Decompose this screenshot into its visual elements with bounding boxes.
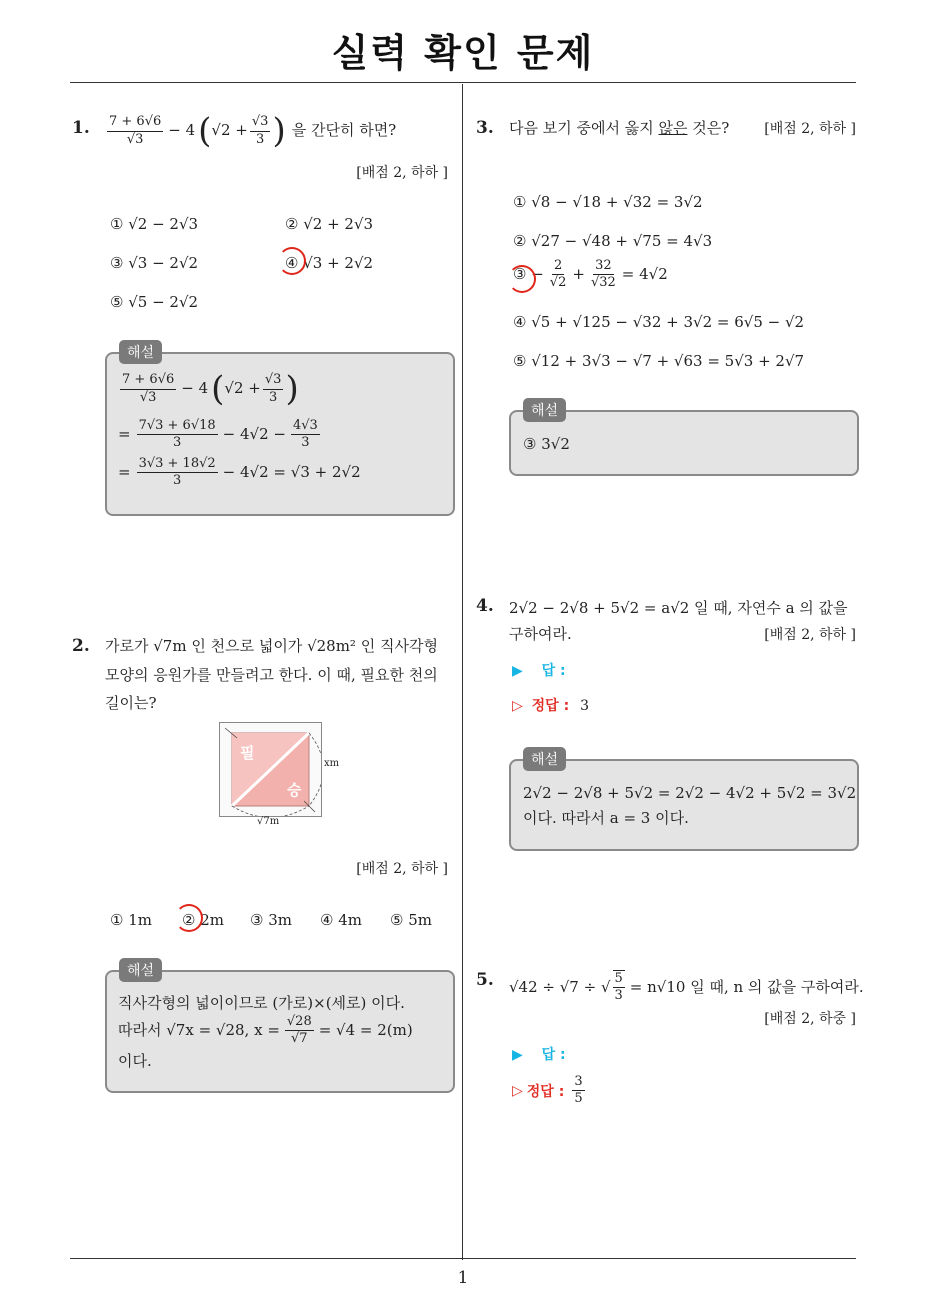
answer-arrow-icon: ▶ (512, 1047, 523, 1063)
footer-rule (70, 1258, 856, 1259)
q3-choice-2[interactable]: ② √27 − √48 + √75 = 4√3 (513, 232, 713, 250)
page-title: 실력 확인 문제 (331, 31, 595, 75)
q2-figure-side-label: xm (324, 758, 340, 769)
question-4-line-2: 구하여라. (509, 625, 572, 643)
q3-solution-tag: 해설 (523, 398, 566, 422)
q4-solution-line-2: 이다. 따라서 a = 3 이다. (523, 809, 689, 827)
q2-banner-drawing (220, 723, 321, 816)
q2-choice-2[interactable]: ② 2m (182, 911, 224, 929)
q3-answer-mark (508, 265, 536, 293)
question-5-score: [배점 2, 하중 ] (764, 1011, 856, 1027)
q2-choice-1[interactable]: ① 1m (110, 911, 152, 929)
question-1-score: [배점 2, 하하 ] (356, 165, 448, 181)
q1-choice-2[interactable]: ② √2 + 2√3 (285, 215, 374, 233)
q3-choice-5[interactable]: ⑤ √12 + 3√3 − √7 + √63 = 5√3 + 2√7 (513, 352, 805, 370)
column-divider (462, 84, 463, 1260)
correct-arrow-icon: ▷ (512, 698, 523, 714)
question-3-score: [배점 2, 하하 ] (764, 121, 856, 137)
question-5-expression: √42 ÷ √7 ÷ √ $\frac{5}{3}$ = n√10 일 때, n 의 값을 구하여라. (509, 971, 864, 1004)
q1-solution-line-3: = $\frac{3√3 + 18√2}{3}$ − 4√2 = √3 + 2√2 (118, 456, 361, 489)
q1-choice-3[interactable]: ③ √3 − 2√2 (110, 254, 199, 272)
q2-solution-line-3: 이다. (118, 1052, 152, 1070)
q2-choice-4[interactable]: ④ 4m (320, 911, 362, 929)
q1-choice-5[interactable]: ⑤ √5 − 2√2 (110, 293, 199, 311)
q1-choice-1[interactable]: ① √2 − 2√3 (110, 215, 199, 233)
q2-figure-word-2: 승 (287, 781, 302, 799)
q2-figure-bottom-label: √7m (257, 816, 280, 827)
question-2-number: 2. (72, 636, 90, 656)
correct-arrow-icon: ▷ (512, 1082, 523, 1099)
q2-banner-figure (219, 722, 322, 817)
q5-correct-row: ▷ 정답 : $\frac{3}{5}$ (512, 1074, 583, 1107)
q2-solution-line-1: 직사각형의 넓이이므로 (가로)×(세로) 이다. (118, 994, 405, 1012)
question-2-score: [배점 2, 하하 ] (356, 861, 448, 877)
q1-solution-line-2: = $\frac{7√3 + 6√18}{3}$ − 4√2 − $\frac{4√3}{3}$ (118, 418, 318, 451)
q3-choice-3[interactable]: ③ − $\frac{2}{√2}$ + $\frac{32}{√32}$ = 4√2 (513, 258, 668, 291)
q2-choice-3[interactable]: ③ 3m (250, 911, 292, 929)
q1-answer-mark (278, 247, 306, 275)
q4-correct-row: ▷ 정답 : 3 (512, 698, 589, 714)
q3-choice-1[interactable]: ① √8 − √18 + √32 = 3√2 (513, 193, 703, 211)
title-rule (70, 82, 856, 83)
question-5-number: 5. (476, 970, 494, 990)
page-number: 1 (457, 1268, 469, 1288)
question-1-number: 1. (72, 118, 90, 138)
q4-answer-row[interactable]: ▶ 답 : (512, 663, 566, 679)
question-4-number: 4. (476, 596, 494, 616)
q3-solution-text: ③ 3√2 (523, 435, 570, 453)
question-3-text: 다음 보기 중에서 옳지 않은 것은? (509, 119, 730, 137)
answer-arrow-icon: ▶ (512, 663, 523, 679)
q2-solution-line-2: 따라서 √7x = √28, x = $\frac{√28}{√7}$ = √4 = 2(m) (118, 1014, 413, 1047)
question-2-text: 가로가 √7m 인 천으로 넓이가 √28m² 인 직사각형 모양의 응원가를 만들려고 한다. 이 때, 필요한 천의 길이는? (105, 637, 438, 712)
question-1-expression: $\frac{7 + 6√6}{√3}$ − 4 ( √2 + $\frac{√3}{3}$ ) 을 간단히 하면? (109, 111, 397, 151)
q2-answer-mark (175, 904, 203, 932)
q1-solution-tag: 해설 (119, 340, 162, 364)
question-4-score: [배점 2, 하하 ] (764, 627, 856, 643)
q1-choice-4[interactable]: ④ √3 + 2√2 (285, 254, 374, 272)
q2-choice-5[interactable]: ⑤ 5m (390, 911, 432, 929)
question-4-line-1: 2√2 − 2√8 + 5√2 = a√2 일 때, 자연수 a 의 값을 (509, 599, 848, 617)
q4-solution-line-1: 2√2 − 2√8 + 5√2 = 2√2 − 4√2 + 5√2 = 3√2 (523, 784, 857, 802)
q1-lead-fraction: $\frac{7 + 6√6}{√3}$ (109, 114, 162, 147)
q1-solution-line-1: $\frac{7 + 6√6}{√3}$ − 4 ( √2 + $\frac{√3}{3}$ ) (122, 369, 299, 409)
question-3-number: 3. (476, 118, 494, 138)
q2-figure-word-1: 필 (240, 744, 255, 762)
q4-solution-tag: 해설 (523, 747, 566, 771)
q3-choice-4[interactable]: ④ √5 + √125 − √32 + 3√2 = 6√5 − √2 (513, 313, 805, 331)
q2-solution-tag: 해설 (119, 958, 162, 982)
q5-answer-row[interactable]: ▶ 답 : (512, 1047, 566, 1063)
